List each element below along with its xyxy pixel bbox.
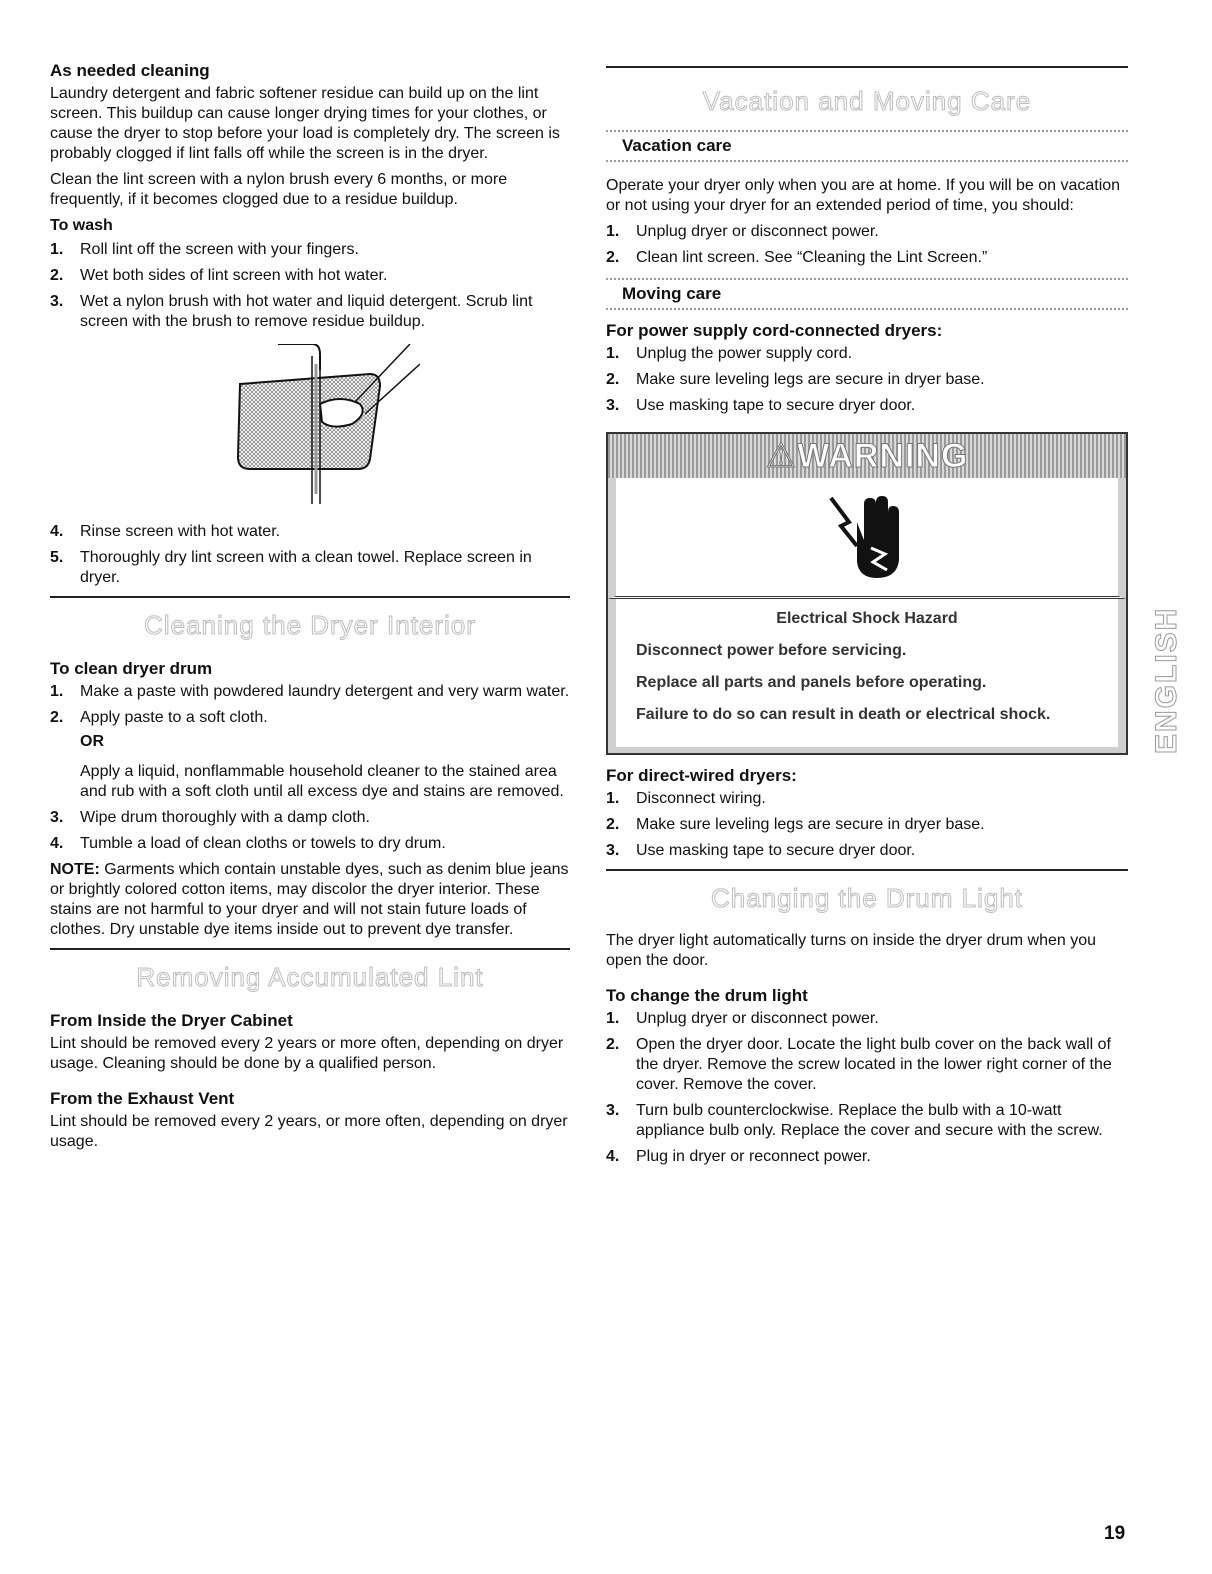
exhaust-vent-paragraph: Lint should be removed every 2 years, or more often, depending on dryer usage. <box>50 1113 568 1150</box>
vacation-paragraph: Operate your dryer only when you are at home. If you will be on vacation or not using your dryer for an extended period of time, you should: <box>606 177 1121 214</box>
as-needed-paragraph-1: Laundry detergent and fabric softener residue can build up on the lint screen. This buildup can cause longer drying times for your clothes, or cause the dryer to stop before your load is completely dry. The screen is probably clogged if lint falls off while the screen is in the dryer. <box>50 85 560 162</box>
drum-steps <box>50 682 570 854</box>
light-steps <box>606 1009 1128 1167</box>
list-item: 1. Disconnect wiring. <box>606 790 766 807</box>
left-column <box>50 60 570 1158</box>
list-item: 1. Unplug dryer or disconnect power. <box>606 223 879 240</box>
list-item: 2. Open the dryer door. Locate the light bulb cover on the back wall of the dryer. Remove the screw located in the lower right corner of the cover. Remove the cover. <box>606 1036 1112 1093</box>
vacation-care-subheader <box>606 130 1128 162</box>
warning-line-2: Replace all parts and panels before operating. <box>636 674 987 691</box>
warning-label: WARNING <box>797 436 969 475</box>
exhaust-vent-heading: From the Exhaust Vent <box>50 1089 235 1108</box>
electric-shock-hand-icon <box>827 492 907 582</box>
warning-text <box>608 599 1126 753</box>
hazard-title: Electrical Shock Hazard <box>776 610 958 627</box>
warning-banner <box>608 434 1126 478</box>
section-title-interior: Cleaning the Dryer Interior <box>144 610 476 640</box>
as-needed-heading: As needed cleaning <box>50 61 210 80</box>
wash-steps-b <box>50 522 570 588</box>
page-number: 19 <box>1104 1523 1126 1544</box>
list-item: 3. Turn bulb counterclockwise. Replace the bulb with a 10-watt appliance bulb only. Replace the cover and secure with the screw. <box>606 1102 1103 1139</box>
list-item: 3. Wipe drum thoroughly with a damp cloth. <box>50 809 370 826</box>
list-item: 1. Make a paste with powdered laundry detergent and very warm water. <box>50 683 570 700</box>
inside-cabinet-heading: From Inside the Dryer Cabinet <box>50 1011 293 1030</box>
to-wash-heading: To wash <box>50 217 113 234</box>
note-paragraph: NOTE: Garments which contain unstable dyes, such as denim blue jeans or brightly colored cotton items, may discolor the dryer interior. These stains are not harmful to your dryer and will not stain future loads of clothes. Dry unstable dye items inside out to prevent dye transfer. <box>50 861 569 938</box>
shock-hazard-symbol <box>608 478 1126 599</box>
warning-line-3: Failure to do so can result in death or electrical shock. <box>636 706 1051 723</box>
alternative-instruction: Apply a liquid, nonflammable household cleaner to the stained area and rub with a soft cloth until all excess dye and stains are removed. <box>80 763 564 800</box>
section-divider <box>606 66 1128 68</box>
as-needed-paragraph-2: Clean the lint screen with a nylon brush every 6 months, or more frequently, if it becomes clogged due to a residue buildup. <box>50 171 508 208</box>
vacation-care-heading: Vacation care <box>622 136 732 155</box>
list-item: 2. Apply paste to a soft cloth. OR Apply a liquid, nonflammable household cleaner to the stained area and rub with a soft cloth until all excess dye and stains are removed. <box>50 708 570 802</box>
language-side-tab: ENGLISH <box>1150 606 1183 754</box>
section-title-lint: Removing Accumulated Lint <box>136 962 484 992</box>
list-item: 4. Rinse screen with hot water. <box>50 523 281 540</box>
warning-triangle-icon: ⚠ <box>765 437 798 475</box>
change-light-heading: To change the drum light <box>606 986 808 1005</box>
section-title-drum-light: Changing the Drum Light <box>710 883 1024 913</box>
list-item: 5. Thoroughly dry lint screen with a clean towel. Replace screen in dryer. <box>50 549 532 586</box>
section-divider <box>606 869 1128 871</box>
lint-screen-illustration <box>50 344 570 512</box>
list-item: 2. Clean lint screen. See “Cleaning the Lint Screen.” <box>606 249 988 266</box>
warning-line-1: Disconnect power before servicing. <box>636 642 907 659</box>
list-item: 1. Roll lint off the screen with your fingers. <box>50 241 359 258</box>
warning-box <box>606 432 1128 755</box>
list-item: 3. Use masking tape to secure dryer door. <box>606 842 916 859</box>
list-item: 3. Wet a nylon brush with hot water and liquid detergent. Scrub lint screen with the brush to remove residue buildup. <box>50 293 533 330</box>
wash-steps-a <box>50 240 570 332</box>
lint-screen-brush-icon <box>220 344 420 512</box>
list-item: 2. Make sure leveling legs are secure in dryer base. <box>606 816 985 833</box>
list-item: 4. Tumble a load of clean cloths or towels to dry drum. <box>50 835 446 852</box>
drum-light-paragraph: The dryer light automatically turns on inside the dryer drum when you open the door. <box>606 932 1097 969</box>
or-label: OR <box>80 733 104 750</box>
list-item: 2. Make sure leveling legs are secure in dryer base. <box>606 371 985 388</box>
section-title-vacation: Vacation and Moving Care <box>702 86 1032 116</box>
list-item: 3. Use masking tape to secure dryer door. <box>606 397 916 414</box>
section-divider <box>50 596 570 598</box>
right-column <box>606 60 1128 1173</box>
direct-wired-heading: For direct-wired dryers: <box>606 766 797 785</box>
vacation-steps <box>606 222 1128 268</box>
inside-cabinet-paragraph: Lint should be removed every 2 years or more often, depending on dryer usage. Cleaning should be done by a qualified person. <box>50 1035 564 1072</box>
cord-steps <box>606 344 1128 416</box>
wired-steps <box>606 789 1128 861</box>
clean-drum-heading: To clean dryer drum <box>50 659 213 678</box>
moving-care-subheader <box>606 278 1128 310</box>
list-item: 1. Unplug dryer or disconnect power. <box>606 1010 879 1027</box>
list-item: 2. Wet both sides of lint screen with hot water. <box>50 267 388 284</box>
cord-connected-heading: For power supply cord-connected dryers: <box>606 321 943 340</box>
list-item: 4. Plug in dryer or reconnect power. <box>606 1148 871 1165</box>
list-item: 1. Unplug the power supply cord. <box>606 345 853 362</box>
moving-care-heading: Moving care <box>622 284 722 303</box>
section-divider <box>50 948 570 950</box>
